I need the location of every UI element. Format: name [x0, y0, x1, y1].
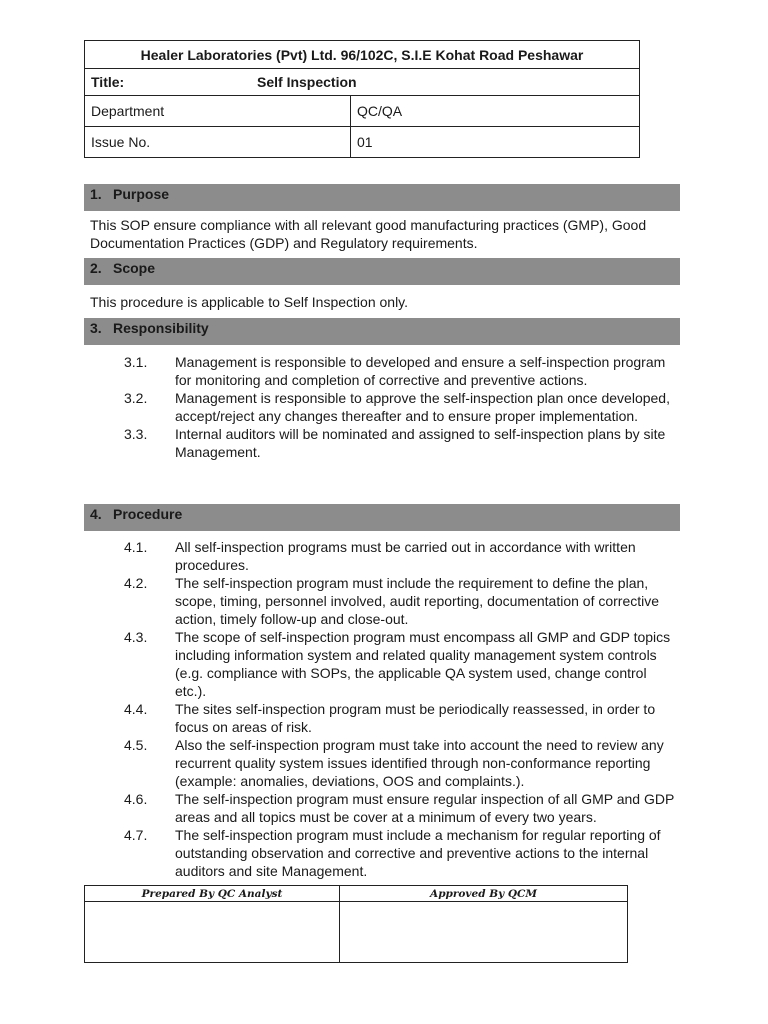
prepared-by-signature-box	[85, 902, 340, 963]
list-item	[90, 538, 680, 574]
section-heading-responsibility	[84, 318, 680, 345]
title-row	[85, 69, 640, 96]
responsibility-list	[90, 353, 680, 461]
issue-row	[85, 127, 640, 158]
list-item	[90, 700, 680, 736]
title-value: Self Inspection	[257, 74, 357, 90]
item-text: Internal auditors will be nominated and assigned to self-inspection plans by site Management.	[175, 426, 666, 460]
section-title: Purpose	[113, 186, 170, 202]
list-item	[90, 736, 680, 790]
item-text: The scope of self-inspection program must encompass all GMP and GDP topics including information system and related quality management system controls (e.g. compliance with SOPs, the applicable QA system used, change control etc.).	[175, 629, 671, 699]
department-label: Department	[85, 96, 351, 127]
department-row	[85, 96, 640, 127]
item-text: The self-inspection program must include the requirement to define the plan, scope, timing, personnel involved, audit reporting, documentation of corrective action, timely follow-up and close-out.	[175, 575, 660, 627]
item-text: All self-inspection programs must be carried out in accordance with written procedures.	[175, 539, 636, 573]
signoff-table	[84, 885, 628, 963]
section-number: 4.	[90, 506, 102, 522]
section-heading-purpose	[84, 184, 680, 211]
item-number: 4.2.	[124, 575, 148, 591]
issue-label: Issue No.	[85, 127, 351, 158]
section-heading-procedure	[84, 504, 680, 531]
section-number: 2.	[90, 260, 102, 276]
list-item	[90, 628, 680, 700]
item-text: The self-inspection program must ensure regular inspection of all GMP and GDP areas and all topics must be cover at a minimum of every two years.	[175, 791, 675, 825]
item-number: 4.7.	[124, 827, 148, 843]
section-title: Scope	[113, 260, 156, 276]
item-number: 4.5.	[124, 737, 148, 753]
purpose-text: This SOP ensure compliance with all relevant good manufacturing practices (GMP), Good Documentation Practices (GDP) and Regulatory requirements.	[90, 217, 647, 251]
list-item	[90, 826, 680, 880]
section-heading-scope	[84, 258, 680, 285]
issue-value: 01	[351, 127, 640, 158]
section-number: 3.	[90, 320, 102, 336]
list-item	[90, 425, 680, 461]
department-value: QC/QA	[351, 96, 640, 127]
approved-by-label: Approved By QCM	[340, 886, 628, 902]
list-item	[90, 353, 680, 389]
item-number: 3.3.	[124, 426, 148, 442]
approved-by-signature-box	[340, 902, 628, 963]
document-header-table	[84, 40, 640, 158]
item-text: Management is responsible to approve the self-inspection plan once developed, accept/reject any changes thereafter and to ensure proper implementation.	[175, 390, 670, 424]
item-text: The self-inspection program must include a mechanism for regular reporting of outstanding observation and corrective and preventive actions to the internal auditors and site Management.	[175, 827, 661, 879]
item-number: 4.3.	[124, 629, 148, 645]
item-number: 4.1.	[124, 539, 148, 555]
section-number: 1.	[90, 186, 102, 202]
title-label: Title:	[91, 74, 125, 90]
item-text: The sites self-inspection program must be periodically reassessed, in order to focus on areas of risk.	[175, 701, 656, 735]
scope-text: This procedure is applicable to Self Inspection only.	[90, 294, 409, 310]
procedure-list	[90, 538, 680, 880]
item-number: 4.4.	[124, 701, 148, 717]
prepared-by-label: Prepared By QC Analyst	[85, 886, 340, 902]
company-name: Healer Laboratories (Pvt) Ltd. 96/102C, S.I.E Kohat Road Peshawar	[85, 41, 640, 69]
item-number: 4.6.	[124, 791, 148, 807]
section-title: Procedure	[113, 506, 183, 522]
item-text: Management is responsible to developed and ensure a self-inspection program for monitoring and completion of corrective and preventive actions.	[175, 354, 666, 388]
item-number: 3.1.	[124, 354, 148, 370]
list-item	[90, 389, 680, 425]
section-title: Responsibility	[113, 320, 209, 336]
item-number: 3.2.	[124, 390, 148, 406]
list-item	[90, 790, 680, 826]
list-item	[90, 574, 680, 628]
item-text: Also the self-inspection program must take into account the need to review any recurrent quality system issues identified through non-conformance reporting (example: anomalies, deviations, OOS and complaints.).	[175, 737, 664, 789]
